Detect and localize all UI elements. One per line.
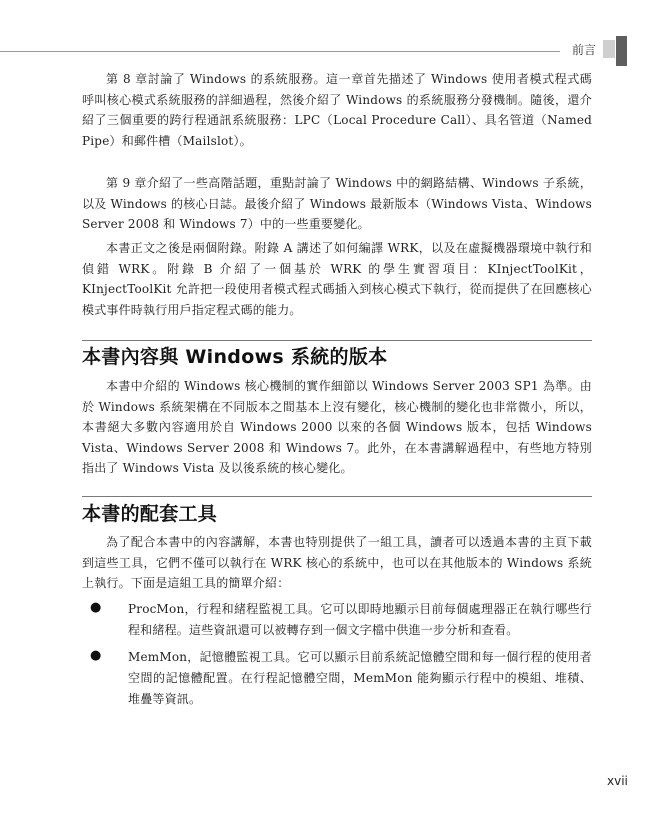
page-number: xvii [607,774,628,788]
section-title-tools: 本書的配套工具 [82,503,218,525]
paragraph-chapter-8: 第 8 章討論了 Windows 的系統服務。這一章首先描述了 Windows 使用者模式程式碼呼叫核心模式系統服務的詳細過程，然後介紹了 Windows 的系統服務分發機制。隨後，還介紹了三個重要的跨行程通訊系統服務：LPC（Local Procedure Call）、具名管道（Named Pipe）和郵件槽（Mailslot）。 [82,72,592,148]
list-item-memmon: MemMon，記憶體監視工具。它可以顯示目前系統記憶體空間和每一個行程的使用者空間的記憶體配置。在行程記憶體空間，MemMon 能夠顯示行程中的模組、堆積、堆疊等資訊。 [128,650,592,706]
bullet-icon: ● [90,648,102,663]
paragraph-chapter-9: 第 9 章介紹了一些高階話題，重點討論了 Windows 中的網路結構、Windows 子系統，以及 Windows 的核心日誌。最後介紹了 Windows 最新版本（Windows Vista、Windows Server 2008 和 Windows 7）中的一些重要變化。 [82,176,592,231]
section-title-versions: 本書內容與 Windows 系統的版本 [82,346,388,368]
bullet-icon: ● [90,600,102,615]
list-item-procmon: ProcMon，行程和緒程監視工具。它可以即時地顯示目前每個處理器正在執行哪些行程和緒程。這些資訊還可以被轉存到一個文字檔中供進一步分析和查看。 [128,602,592,637]
paragraph-appendix: 本書正文之後是兩個附錄。附錄 A 講述了如何編譯 WRK，以及在虛擬機器環境中執行和偵錯 WRK。附錄 B 介紹了一個基於 WRK 的學生實習項目：KInjectToolKit，KInjectToolKit 允許把一段使用者模式程式碼插入到核心模式下執行，從而提供了在回應核心模式事件時執行用戶指定程式碼的能力。 [82,241,592,317]
section-rule-versions [82,340,592,341]
header-tab-decoration-dark [616,36,627,66]
section-rule-tools [82,496,592,497]
paragraph-versions: 本書中介紹的 Windows 核心機制的實作細節以 Windows Server 2003 SP1 為準。由於 Windows 系統架構在不同版本之間基本上沒有變化，核心機制的變化也非常微小，所以，本書絕大多數內容適用於自 Windows 2000 以來的各個 Windows 版本，包括 Windows Vista、Windows Server 2008 和 Windows 7。此外，在本書講解過程中，有些地方特別指出了 Windows Vista 及以後系統的核心變化。 [82,379,592,475]
header-rule [0,51,560,52]
paragraph-tools-intro: 為了配合本書中的內容講解，本書也特別提供了一組工具，讀者可以透過本書的主頁下載到這些工具，它們不僅可以執行在 WRK 核心的系統中，也可以在其他版本的 Windows 系統上執行。下面是這組工具的簡單介紹： [82,535,592,590]
chapter-header-label: 前言 [572,43,597,57]
header-tab-decoration-light [603,40,615,58]
